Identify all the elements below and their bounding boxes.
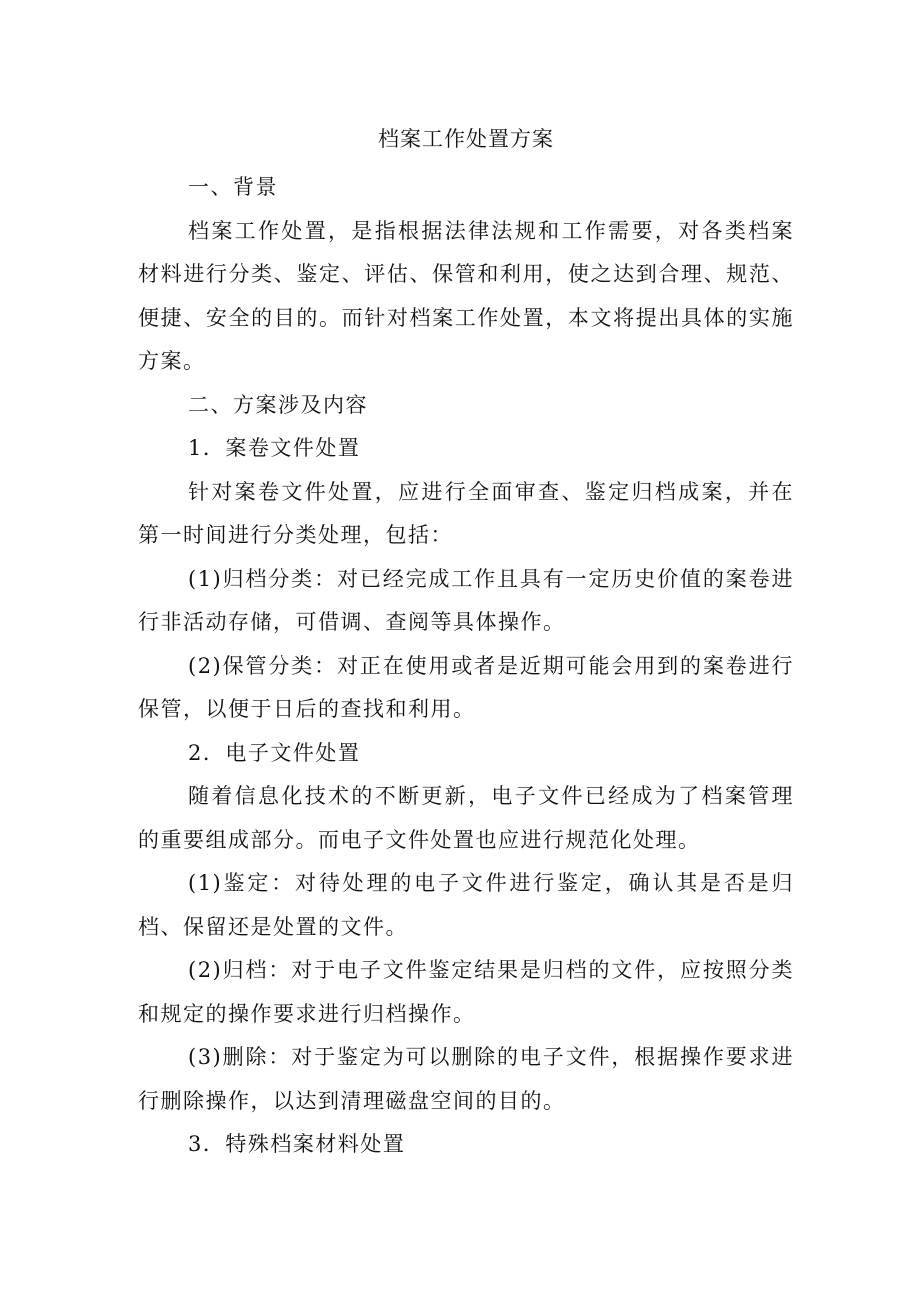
document-title: 档案工作处置方案 — [378, 127, 554, 151]
paragraph-electronic-files-intro: 随着信息化技术的不断更新，电子文件已经成为了档案管理的重要组成部分。而电子文件处置也应进行规范化处理。 — [138, 784, 794, 852]
list-item-deletion: (3)删除：对于鉴定为可以删除的电子文件，根据操作要求进行删除操作，以达到清理磁盘空间的目的。 — [138, 1045, 794, 1113]
subsection-heading-special-materials: 3．特殊档案材料处置 — [188, 1132, 406, 1156]
list-item-archive-classification: (1)归档分类：对已经完成工作且具有一定历史价值的案卷进行非活动存储，可借调、查阅等具体操作。 — [138, 566, 794, 634]
paragraph-case-files-intro: 针对案卷文件处置，应进行全面审查、鉴定归档成案，并在第一时间进行分类处理，包括： — [138, 479, 794, 547]
list-item-archiving: (2)归档：对于电子文件鉴定结果是归档的文件，应按照分类和规定的操作要求进行归档操作。 — [138, 958, 794, 1026]
subsection-heading-case-files: 1．案卷文件处置 — [188, 436, 361, 460]
paragraph-background: 档案工作处置，是指根据法律法规和工作需要，对各类档案材料进行分类、鉴定、评估、保管和利用，使之达到合理、规范、便捷、安全的目的。而针对档案工作处置，本文将提出具体的实施方案。 — [138, 218, 794, 373]
list-item-appraisal: (1)鉴定：对待处理的电子文件进行鉴定，确认其是否是归档、保留还是处置的文件。 — [138, 871, 794, 939]
list-item-storage-classification: (2)保管分类：对正在使用或者是近期可能会用到的案卷进行保管，以便于日后的查找和利用。 — [138, 653, 794, 721]
section-heading-content: 二、方案涉及内容 — [188, 392, 368, 417]
subsection-heading-electronic-files: 2．电子文件处置 — [188, 740, 361, 765]
section-heading-background: 一、背景 — [188, 175, 278, 199]
document-body — [138, 118, 794, 1167]
